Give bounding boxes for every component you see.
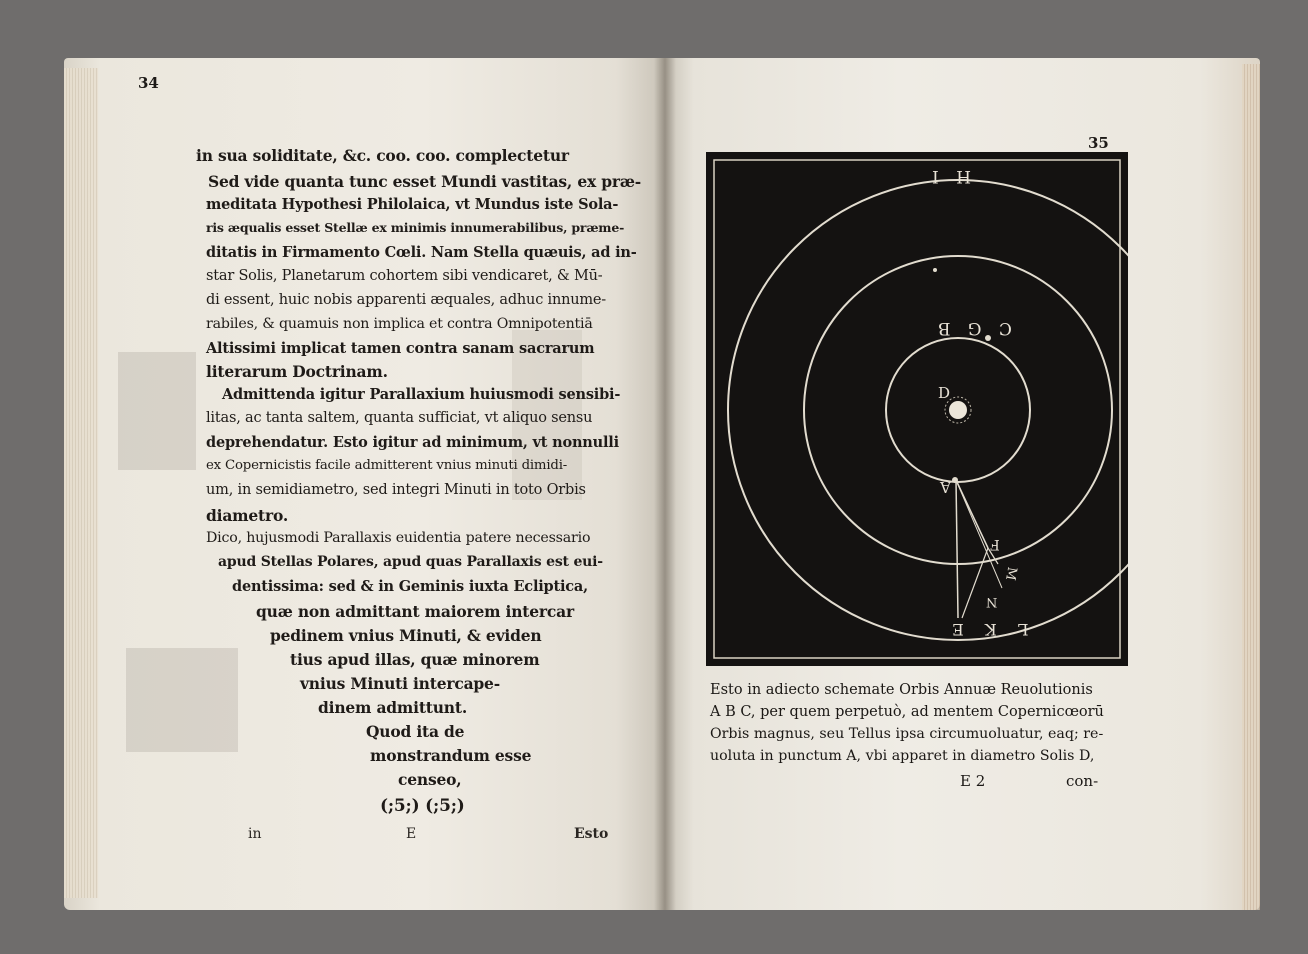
- catchword: in: [248, 826, 262, 842]
- text-line: deprehendatur. Esto igitur ad minimum, vt nonnulli: [206, 434, 619, 451]
- caption-line: Orbis magnus, seu Tellus ipsa circumuoluatur, eaq; re-: [710, 726, 1104, 742]
- text-line: monstrandum esse: [370, 746, 532, 765]
- text-line: star Solis, Planetarum cohortem sibi vendicaret, & Mū-: [206, 268, 603, 284]
- text-line: Quod ita de: [366, 722, 465, 741]
- text-line: pedinem vnius Minuti, & eviden: [270, 626, 542, 645]
- label-f: F: [990, 536, 1000, 552]
- text-line: rabiles, & quamuis non implica et contra Omnipotentiā: [206, 316, 593, 332]
- orbit-diagram-plate: [706, 152, 1128, 666]
- text-line: diametro.: [206, 506, 289, 525]
- book-gutter: [654, 58, 676, 910]
- text-line: meditata Hypothesi Philolaica, vt Mundus iste Sola-: [206, 196, 619, 213]
- text-line: vnius Minuti intercape-: [300, 674, 500, 693]
- text-line: ex Copernicistis facile admitterent vnius minuti dimidi-: [206, 458, 568, 473]
- text-line: Admittenda igitur Parallaxium huiusmodi sensibi-: [222, 386, 621, 403]
- text-line: Dico, hujusmodi Parallaxis euidentia patere necessario: [206, 530, 591, 546]
- label-d: D: [938, 384, 951, 402]
- text-line: di essent, huic nobis apparenti æquales, adhuc innume-: [206, 292, 607, 308]
- caption-line: A B C, per quem perpetuò, ad mentem Copernicœorū: [710, 704, 1104, 720]
- text-line: litas, ac tanta saltem, quanta sufficiat, vt aliquo sensu: [206, 410, 593, 426]
- show-through-block: [118, 352, 196, 470]
- right-page-number: 35: [1088, 134, 1109, 152]
- text-line: quæ non admittant maiorem intercar: [256, 602, 574, 621]
- left-page-edges: [64, 68, 98, 898]
- text-line: (;5;) (;5;): [380, 796, 465, 816]
- catchword: E: [406, 826, 417, 842]
- caption-line: uoluta in punctum A, vbi apparet in diametro Solis D,: [710, 748, 1095, 764]
- text-line: in sua soliditate, &c. coo. coo. complectetur: [196, 146, 569, 165]
- text-line: apud Stellas Polares, apud quas Parallaxis est eui-: [218, 554, 603, 570]
- text-line: censeo,: [398, 770, 462, 789]
- text-line: dinem admittunt.: [318, 698, 468, 717]
- label-m: M: [1002, 565, 1020, 582]
- text-line: dentissima: sed & in Geminis iuxta Ecliptica,: [232, 578, 588, 595]
- catchword: con-: [1066, 772, 1099, 790]
- right-page-edges: [1242, 64, 1260, 910]
- signature-mark: E 2: [960, 772, 986, 790]
- show-through-block: [126, 648, 238, 752]
- label-lke: L K E: [944, 620, 1029, 639]
- text-line: um, in semidiametro, sed integri Minuti in toto Orbis: [206, 482, 586, 498]
- sun-d: [949, 401, 967, 419]
- text-line: tius apud illas, quæ minorem: [290, 650, 540, 669]
- text-line: ditatis in Firmamento Cœli. Nam Stella quæuis, ad in-: [206, 244, 637, 261]
- label-a: A: [940, 478, 951, 496]
- label-n: N: [986, 594, 998, 609]
- text-line: Altissimi implicat tamen contra sanam sacrarum: [206, 340, 595, 357]
- text-line: literarum Doctrinam.: [206, 362, 388, 381]
- label-hi: H I: [926, 166, 971, 186]
- text-line: ris æqualis esset Stellæ ex minimis innumerabilibus, præme-: [206, 220, 625, 235]
- text-line: Sed vide quanta tunc esset Mundi vastitas, ex præ-: [208, 172, 641, 191]
- orbit-diagram: [706, 152, 1128, 666]
- left-page-number: 34: [138, 74, 159, 92]
- caption-line: Esto in adiecto schemate Orbis Annuæ Reuolutionis: [710, 682, 1093, 698]
- label-cgb: C G B: [932, 318, 1012, 338]
- catchword: Esto: [574, 826, 609, 842]
